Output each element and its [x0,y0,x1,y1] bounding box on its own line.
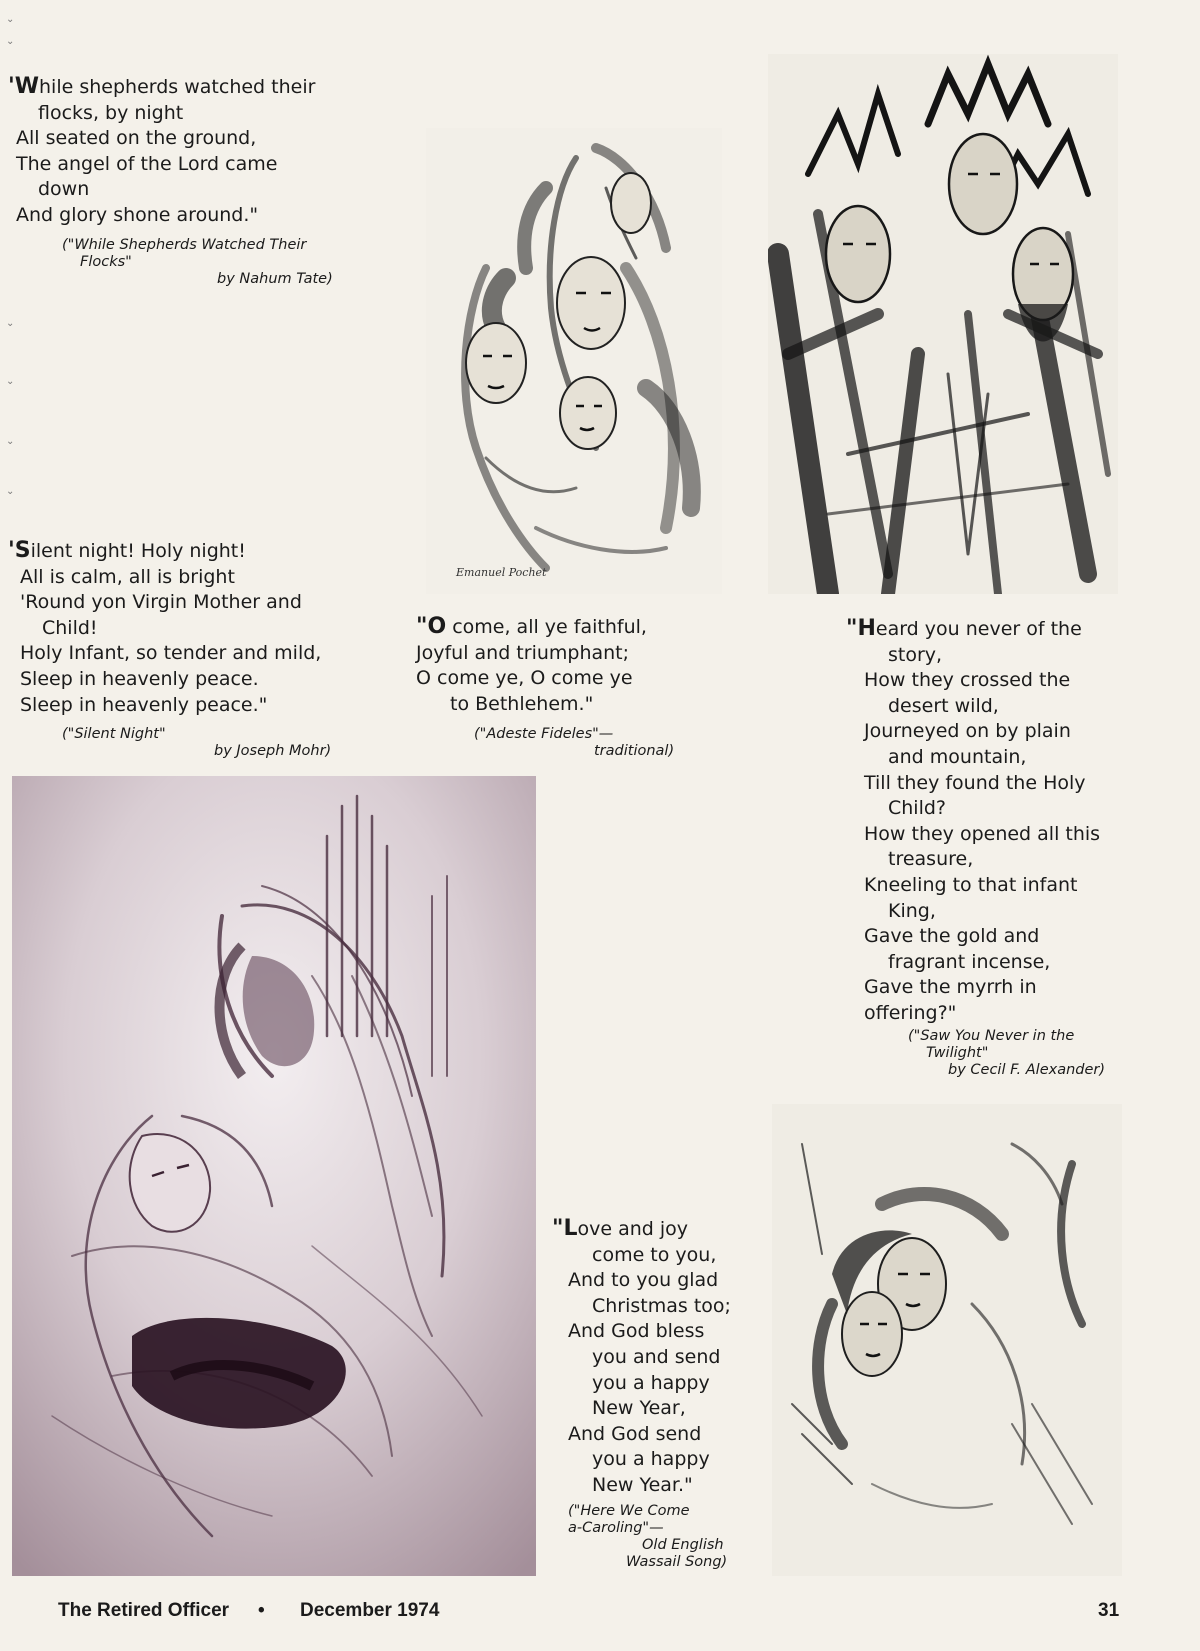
poem-line: And God bless [568,1320,705,1343]
citation-line: Flocks" [80,254,132,270]
margin-mark: ⌄ [6,318,15,329]
poem-line: Sleep in heavenly peace. [20,667,259,690]
page-footer [58,1600,1118,1630]
poem-line: Child! [42,616,98,639]
poem-line: come, all ye faithful, [446,616,647,638]
poem-line: King, [888,899,936,922]
poem-line: treasure, [888,848,974,871]
poem-line: And to you glad [568,1269,719,1292]
citation-line: traditional) [594,743,675,759]
poem-line: ilent night! Holy night! [30,540,246,562]
poem-line: O come ye, O come ye [416,667,633,690]
drop-cap: "O [416,614,447,639]
poem-line: you a happy [592,1371,710,1394]
poem-line: you a happy [592,1448,710,1471]
poem-line: Joyful and triumphant; [416,641,630,664]
poem-line: New Year." [592,1473,693,1496]
poem-line: come to you, [592,1243,717,1266]
page-number: 31 [1098,1600,1120,1621]
artist-signature: Emanuel Pochet [456,566,547,579]
poem-line: Christmas too; [592,1294,731,1317]
poem-line: ove and joy [577,1218,689,1240]
citation-love [568,1503,727,1571]
issue-date: December 1974 [300,1600,440,1621]
margin-mark: ⌄ [6,486,15,497]
poem-shepherds [8,74,315,229]
citation-line: ("While Shepherds Watched Their [62,237,307,253]
poem-line: Holy Infant, so tender and mild, [20,642,322,665]
poem-line: New Year, [592,1397,686,1420]
citation-heard [908,1028,1105,1079]
poem-line: down [38,178,90,201]
drop-cap: 'W [8,74,40,99]
margin-mark: ⌄ [6,14,15,25]
illustration-holy-family [426,128,722,594]
poem-line: hile shepherds watched their [39,76,316,98]
poem-line: offering?" [864,1001,957,1024]
poem-line: How they crossed the [864,669,1071,692]
citation-line: by Nahum Tate) [217,271,333,287]
poem-line: Kneeling to that infant [864,873,1078,896]
margin-mark: ⌄ [6,436,15,447]
citation-line: Twilight" [926,1045,989,1061]
poem-love-and-joy [552,1216,731,1499]
citation-line: Wassail Song) [626,1554,728,1570]
citation-line: a-Caroling"— [568,1520,664,1536]
poem-line: fragrant incense, [888,950,1051,973]
poem-adeste-fideles [416,614,647,717]
poem-line: story, [888,643,943,666]
drop-cap: "L [552,1216,578,1241]
poem-line: All is calm, all is bright [20,565,235,588]
footer-bullet: • [258,1600,265,1621]
poem-line: Child? [888,797,947,820]
citation-line: by Joseph Mohr) [214,743,332,759]
poem-line: flocks, by night [38,101,184,124]
citation-line: ("Saw You Never in the [908,1028,1075,1044]
illustration-madonna-angel [12,776,536,1576]
poem-line: to Bethlehem." [450,692,594,715]
illustration-three-kings [768,54,1118,594]
citation-silent-night [62,726,331,760]
publication-name: The Retired Officer [58,1600,230,1621]
poem-line: Journeyed on by plain [864,720,1071,743]
poem-line: Till they found the Holy [864,771,1086,794]
poem-line: How they opened all this [864,822,1101,845]
margin-mark: ⌄ [6,376,15,387]
illustration-two-figures [772,1104,1122,1576]
poem-silent-night [8,538,321,718]
citation-shepherds [62,237,333,288]
citation-line: ("Silent Night" [62,726,166,742]
poem-line: The angel of the Lord came [16,152,278,175]
poem-line: Gave the myrrh in [864,976,1037,999]
margin-mark: ⌄ [6,36,15,47]
poem-line: you and send [592,1345,721,1368]
poem-line: 'Round yon Virgin Mother and [20,591,302,614]
citation-line: ("Adeste Fideles"— [474,726,614,742]
poem-heard-you-never [846,616,1100,1027]
poem-line: eard you never of the [875,618,1082,640]
drop-cap: "H [846,616,876,641]
poem-line: Sleep in heavenly peace." [20,693,268,716]
poem-line: and mountain, [888,745,1027,768]
poem-line: All seated on the ground, [16,127,257,150]
citation-line: Old English [642,1537,724,1553]
citation-adeste [474,726,674,760]
poem-line: And glory shone around." [16,203,259,226]
poem-line: Gave the gold and [864,925,1040,948]
poem-line: desert wild, [888,694,999,717]
drop-cap: 'S [8,538,31,563]
poem-line: And God send [568,1422,702,1445]
citation-line: ("Here We Come [568,1503,690,1519]
citation-line: by Cecil F. Alexander) [948,1062,1106,1078]
